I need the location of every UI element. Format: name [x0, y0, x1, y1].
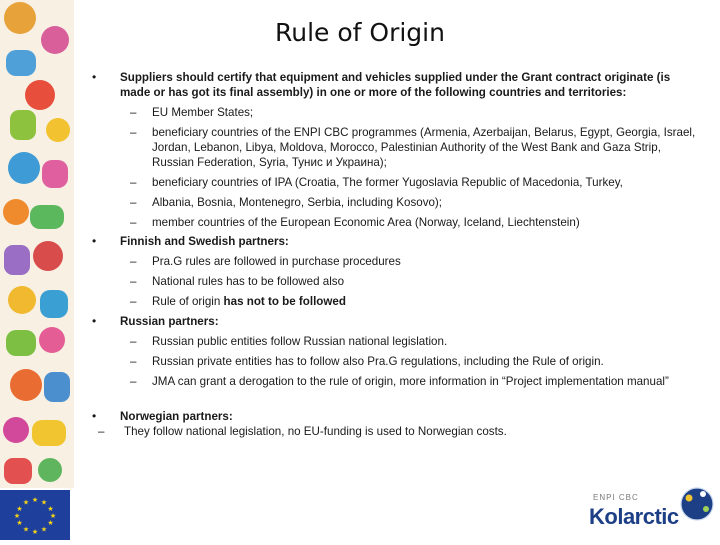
dash-marker: –	[130, 176, 137, 189]
sub-item: – Russian public entities follow Russian national legislation.	[130, 335, 448, 348]
sub-item: – EU Member States;	[130, 106, 254, 119]
svg-text:★: ★	[40, 498, 48, 507]
sub-item: – Pra.G rules are followed in purchase procedures	[130, 255, 401, 268]
sub-item: – beneficiary countries of the ENPI CBC programmes (Armenia, Azerbaijan, Belarus, Egypt, Georgia, Israel, Jordan, Lebanon, Libya, Moldova, Morocco, Palestinian Authority of the West Bank and Gaza Strip, Russian Federation, Syria, Тунис и Украина);	[130, 126, 696, 169]
sub-item: – JMA can grant a derogation to the rule of origin, more information in “Project implementation manual”	[130, 375, 669, 388]
svg-text:★: ★	[22, 498, 30, 507]
sub-item: – Albania, Bosnia, Montenegro, Serbia, including Kosovo);	[130, 196, 443, 209]
bullet-heading: Russian partners:	[120, 315, 219, 328]
eu-stars-icon	[0, 490, 70, 540]
dash-marker: –	[130, 106, 137, 119]
kolarctic-logo	[585, 482, 715, 538]
dash-marker: –	[130, 275, 137, 288]
dash-marker: –	[130, 295, 137, 308]
svg-text:★: ★	[49, 512, 57, 520]
dash-marker: –	[98, 425, 105, 438]
page-title: Rule of Origin	[275, 18, 445, 47]
bullet-heading: Finnish and Swedish partners:	[120, 235, 289, 248]
svg-text:★: ★	[47, 505, 54, 513]
svg-text:★: ★	[31, 528, 39, 536]
svg-text:★: ★	[16, 505, 23, 513]
dash-marker: –	[130, 216, 137, 229]
svg-text:★: ★	[31, 496, 39, 504]
dash-marker: –	[130, 255, 137, 268]
content-body	[92, 70, 702, 439]
svg-text:★: ★	[13, 512, 21, 520]
sub-item: – beneficiary countries of IPA (Croatia, The former Yugoslavia Republic of Macedonia, Turkey,	[130, 176, 623, 189]
sub-item: – National rules has to be followed also	[130, 275, 345, 288]
logo-small-text: ENPI CBC	[593, 493, 639, 502]
decorative-children-strip	[0, 0, 74, 488]
sub-item: – member countries of the European Economic Area (Norway, Iceland, Liechtenstein)	[130, 216, 580, 229]
dash-marker: –	[130, 335, 137, 348]
eu-flag	[0, 490, 70, 540]
dash-marker: –	[130, 126, 137, 139]
bullet-finnish-swedish	[92, 234, 702, 249]
bullet-russian	[92, 314, 702, 329]
svg-text:★: ★	[40, 525, 48, 534]
bullet-dot: •	[92, 234, 97, 248]
svg-text:★: ★	[22, 525, 30, 534]
bullet-heading: Suppliers should certify that equipment and vehicles supplied under the Grant contract originate (is made or has got its final assembly) in one or more of the following countries and territories:	[120, 71, 671, 99]
bullet-dot: •	[92, 409, 97, 423]
dash-marker: –	[130, 196, 137, 209]
bullet-dot: •	[92, 314, 97, 328]
bullet-norwegian	[92, 409, 702, 424]
bullet-heading: Norwegian partners:	[120, 410, 233, 423]
bullet-suppliers	[92, 70, 702, 100]
children-figures-illustration	[0, 0, 74, 488]
sub-item: – They follow national legislation, no EU-funding is used to Norwegian costs.	[98, 425, 507, 438]
svg-text:★: ★	[16, 519, 23, 527]
logo-brand-text: Kolarctic	[589, 504, 679, 529]
sub-item: – Russian private entities has to follow also Pra.G regulations, including the Rule of origin.	[130, 355, 604, 368]
dash-marker: –	[130, 375, 137, 388]
sub-item: – Rule of origin has not to be followed	[130, 295, 346, 308]
dash-marker: –	[130, 355, 137, 368]
bullet-dot: •	[92, 70, 97, 84]
svg-text:★: ★	[47, 519, 54, 527]
